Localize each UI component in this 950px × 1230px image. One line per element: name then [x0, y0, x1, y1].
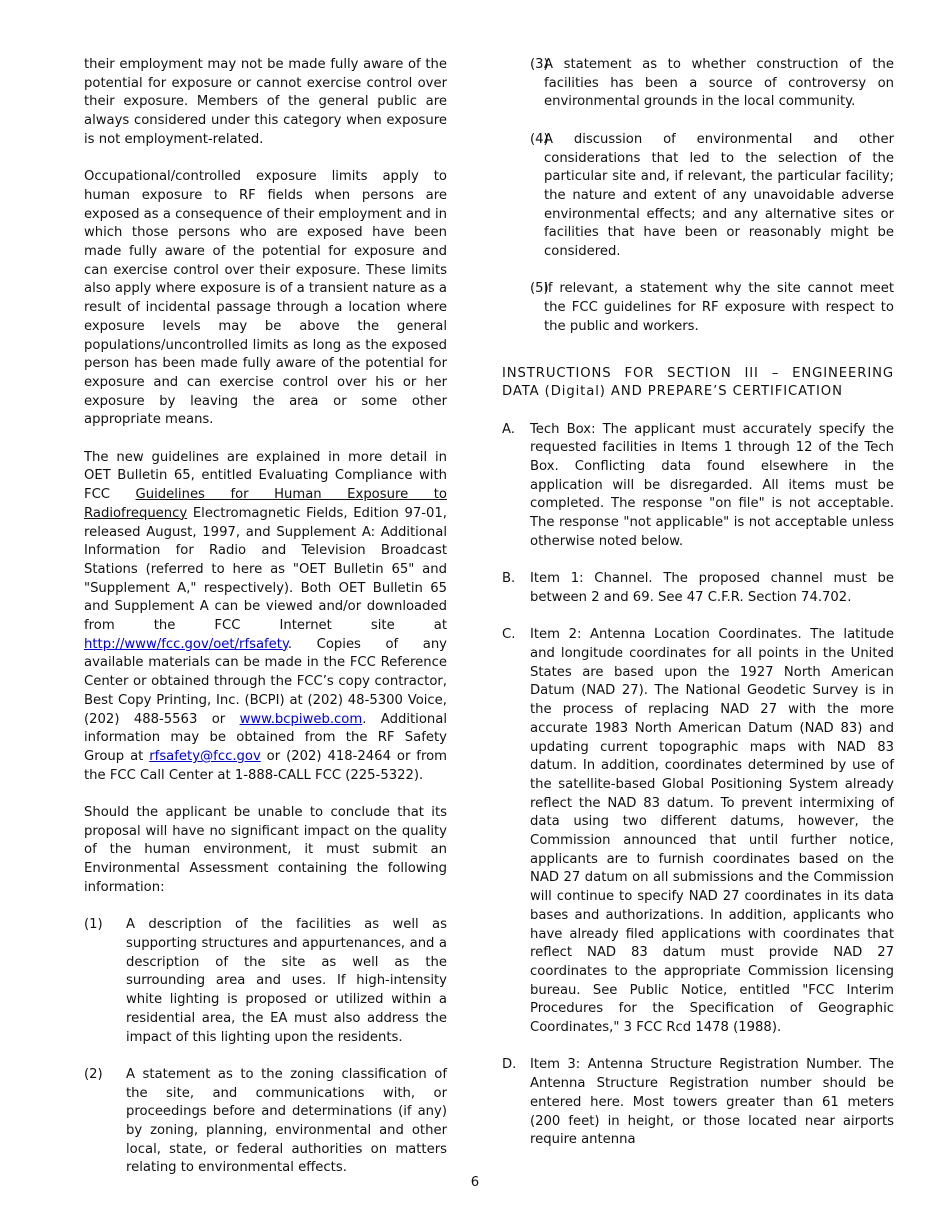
list-item-text: If relevant, a statement why the site cannot meet the FCC guidelines for RF exposure with respect to the public and workers.	[544, 281, 894, 334]
lettered-item	[502, 1056, 894, 1150]
lettered-item	[502, 570, 894, 607]
list-item-number: (2)	[84, 1066, 103, 1082]
section-heading: INSTRUCTIONS FOR SECTION III – ENGINEERING DATA (Digital) AND PREPARE’S CERTIFICATION	[502, 365, 894, 400]
left-column	[84, 56, 447, 1197]
item-letter: D.	[502, 1057, 517, 1073]
item-text: Tech Box: The applicant must accurately specify the requested facilities in Items 1 through 12 of the Tech Box. Conflicting data found elsewhere in the application will be disregarded. All items must be completed. The response "on file" is not acceptable. The response "not applicable" is not acceptable unless otherwise noted below.	[530, 421, 894, 549]
bcpiweb-link[interactable]: www.bcpiweb.com	[239, 711, 363, 727]
list-item-text: A description of the facilities as well as supporting structures and appurtenances, and a description of the site as well as the surrounding area and uses. If high-intensity white lighting is proposed or utilized within a residential area, the EA must also address the impact of this lighting upon the residents.	[126, 917, 447, 1045]
paragraph-environmental-assessment: Should the applicant be unable to conclude that its proposal will have no significant impact on the quality of the human environment, it must submit an Environmental Assessment containing the following information:	[84, 805, 447, 895]
paragraph-new-guidelines: The new guidelines are explained in more detail in OET Bulletin 65, entitled Evaluating Compliance with FCC Guidelines for Human Exposure to Radiofrequency Electromagnetic Fields, Edition 97-01, released August, 1997, and Supplement A: Additional Information for Radio and Television Broadcast Stations (referred to here as "OET Bulletin 65" and "Supplement A," respectively). Both OET Bulletin 65 and Supplement A can be viewed and/or downloaded from the FCC Internet site at http://www/fcc.gov/oet/rfsafety. Copies of any available materials can be made in the FCC Reference Center or obtained through the FCC’s copy contractor, Best Copy Printing, Inc. (BCPI) at (202) 48-5300 Voice, (202) 488-5563 or www.bcpiweb.com. Additional information may be obtained from the RF Safety Group at rfsafety@fcc.gov or (202) 418-2464 or from the FCC Call Center at 1-888-CALL FCC (225-5322).	[84, 449, 447, 783]
item-text: Item 1: Channel. The proposed channel must be between 2 and 69. See 47 C.F.R. Section 74.702.	[530, 571, 894, 605]
paragraph-employment: their employment may not be made fully aware of the potential for exposure or cannot exercise control over their exposure. Members of the general public are always considered under this category when exposure is not employment-related.	[84, 57, 447, 147]
item-letter: A.	[502, 421, 515, 437]
list-item-text: A statement as to the zoning classification of the site, and communications with, or proceedings before and determinations (if any) by zoning, planning, environmental and other local, state, or federal authorities on matters relating to environmental effects.	[126, 1066, 447, 1176]
page-number: 6	[470, 1175, 480, 1190]
item-text: Item 3: Antenna Structure Registration Number. The Antenna Structure Registration number should be entered here. Most towers greater than 61 meters (200 feet) in height, or those located near airports require antenna	[530, 1057, 894, 1148]
list-item	[502, 280, 894, 336]
rfsafety-url-link[interactable]: http://www/fcc.gov/oet/rfsafety	[84, 636, 288, 652]
item-letter: B.	[502, 571, 516, 587]
list-item-text: A discussion of environmental and other considerations that led to the selection of the particular site and, if relevant, the particular facility; the nature and extent of any unavoidable adverse environmental effects; and any alternative sites or facilities that have been or reasonably might be considered.	[544, 131, 894, 260]
guidelines-title: Guidelines for Human Exposure to Radiofrequency	[84, 487, 447, 521]
item-letter: C.	[502, 627, 516, 643]
list-item-text: A statement as to whether construction of the facilities has been a source of controversy on environmental grounds in the local community.	[544, 57, 894, 110]
rfsafety-email-link[interactable]: rfsafety@fcc.gov	[149, 748, 261, 764]
paragraph-occupational-limits: Occupational/controlled exposure limits apply to human exposure to RF fields when persons are exposed as a consequence of their employment and in which those persons who are exposed have been made fully aware of the potential for exposure and can exercise control over their exposure. These limits also apply where exposure is of a transient nature as a result of incidental passage through a location where exposure levels may be above the general populations/uncontrolled limits as long as the exposed person has been made fully aware of the potential for exposure and can exercise control over his or her exposure by leaving the area or some other appropriate means.	[84, 169, 447, 428]
list-item	[84, 916, 447, 1047]
lettered-item	[502, 626, 894, 1037]
item-text: Item 2: Antenna Location Coordinates. The latitude and longitude coordinates for all points in the United States are based upon the 1927 North American Datum (NAD 27). The National Geodetic Survey is in the process of replacing NAD 27 with the more accurate 1983 North American Datum (NAD 83) and updating current topographic maps with NAD 83 datum. In addition, coordinates determined by use of the satellite-based Global Positioning System already reflect the NAD 83 datum. To prevent intermixing of data using two different datums, however, the Commission announced that until further notice, applicants are to furnish coordinates based on the NAD 27 datum on all submissions and the Commission will continue to specify NAD 27 coordinates in its data bases and authorizations. In addition, applicants who have already filed applications with coordinates that reflect NAD 83 datum must provide NAD 27 coordinates to the appropriate Commission licensing bureau. See Public Notice, entitled "FCC Interim Procedures for the Specification of Geographic Coordinates," 3 FCC Rcd 1478 (1988).	[530, 627, 894, 1036]
right-column	[502, 56, 894, 1169]
list-item	[502, 131, 894, 262]
list-item-number: (5)	[530, 281, 549, 297]
list-item-number: (1)	[84, 917, 103, 933]
lettered-item	[502, 421, 894, 552]
list-item-number: (4)	[530, 131, 549, 147]
list-item	[502, 56, 894, 112]
list-item-number: (3)	[530, 57, 549, 72]
list-item	[84, 1066, 447, 1178]
